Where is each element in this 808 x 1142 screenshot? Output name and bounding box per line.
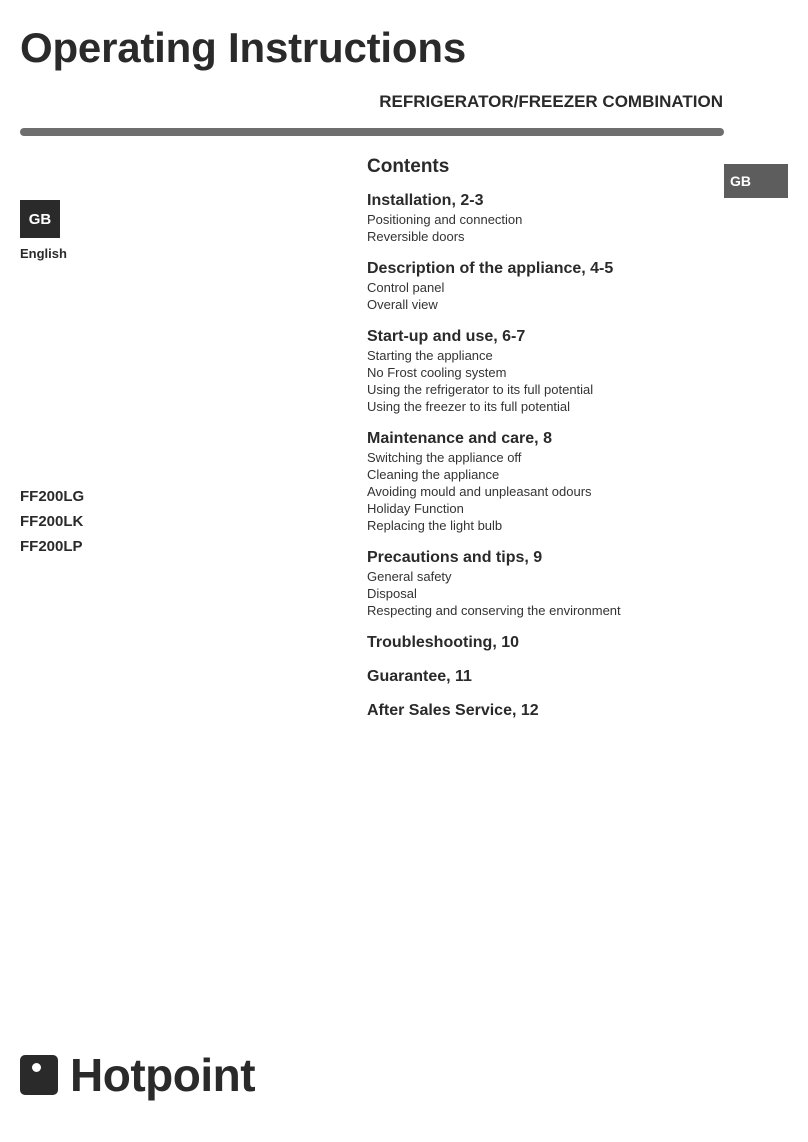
toc-section-installation bbox=[367, 191, 707, 245]
product-type-subtitle: REFRIGERATOR/FREEZER COMBINATION bbox=[379, 92, 723, 111]
toc-item[interactable]: Holiday Function bbox=[367, 501, 464, 516]
toc-item[interactable]: Using the freezer to its full potential bbox=[367, 399, 571, 414]
toc-section-description bbox=[367, 259, 707, 313]
toc-item[interactable]: Control panel bbox=[367, 280, 445, 295]
toc-item[interactable]: Positioning and connection bbox=[367, 212, 523, 227]
language-tab-gb[interactable]: GB bbox=[724, 164, 788, 198]
toc-section-title[interactable]: Start-up and use, 6-7 bbox=[367, 328, 526, 345]
toc-section-after-sales bbox=[367, 701, 707, 721]
brand-logo bbox=[20, 1048, 255, 1102]
model-number: FF200LP bbox=[20, 538, 83, 555]
toc-item[interactable]: Respecting and conserving the environment bbox=[367, 603, 621, 618]
toc-item[interactable]: Disposal bbox=[367, 586, 417, 601]
toc-item[interactable]: Switching the appliance off bbox=[367, 450, 522, 465]
contents-heading: Contents bbox=[367, 156, 450, 177]
model-list bbox=[20, 484, 84, 559]
toc-section-maintenance bbox=[367, 429, 707, 534]
language-badge: GB bbox=[20, 200, 60, 238]
model-number: FF200LK bbox=[20, 513, 84, 530]
toc-section-title[interactable]: Precautions and tips, 9 bbox=[367, 549, 543, 566]
toc-section-title[interactable]: Maintenance and care, 8 bbox=[367, 430, 552, 447]
toc-item[interactable]: Avoiding mould and unpleasant odours bbox=[367, 484, 592, 499]
toc-item[interactable]: Cleaning the appliance bbox=[367, 467, 500, 482]
table-of-contents bbox=[367, 156, 707, 735]
header-divider bbox=[20, 128, 724, 136]
toc-section-title[interactable]: After Sales Service, 12 bbox=[367, 702, 539, 719]
toc-item[interactable]: Overall view bbox=[367, 297, 438, 312]
toc-section-guarantee bbox=[367, 667, 707, 687]
page-title: Operating Instructions bbox=[20, 24, 466, 71]
toc-section-title[interactable]: Troubleshooting, 10 bbox=[367, 634, 520, 651]
toc-section-troubleshooting bbox=[367, 633, 707, 653]
toc-section-precautions bbox=[367, 548, 707, 619]
toc-section-start-up bbox=[367, 327, 707, 415]
toc-section-title[interactable]: Guarantee, 11 bbox=[367, 668, 472, 685]
hotpoint-logo-mark-icon bbox=[20, 1055, 58, 1095]
toc-item[interactable]: Using the refrigerator to its full potential bbox=[367, 382, 594, 397]
brand-name: Hotpoint bbox=[70, 1049, 256, 1101]
toc-item[interactable]: Replacing the light bulb bbox=[367, 518, 503, 533]
toc-section-title[interactable]: Installation, 2-3 bbox=[367, 192, 484, 209]
toc-item[interactable]: Starting the appliance bbox=[367, 348, 493, 363]
model-number: FF200LG bbox=[20, 488, 85, 505]
toc-item[interactable]: Reversible doors bbox=[367, 229, 465, 244]
language-name: English bbox=[20, 246, 67, 261]
toc-section-title[interactable]: Description of the appliance, 4-5 bbox=[367, 260, 614, 277]
toc-item[interactable]: No Frost cooling system bbox=[367, 365, 507, 380]
toc-item[interactable]: General safety bbox=[367, 569, 452, 584]
